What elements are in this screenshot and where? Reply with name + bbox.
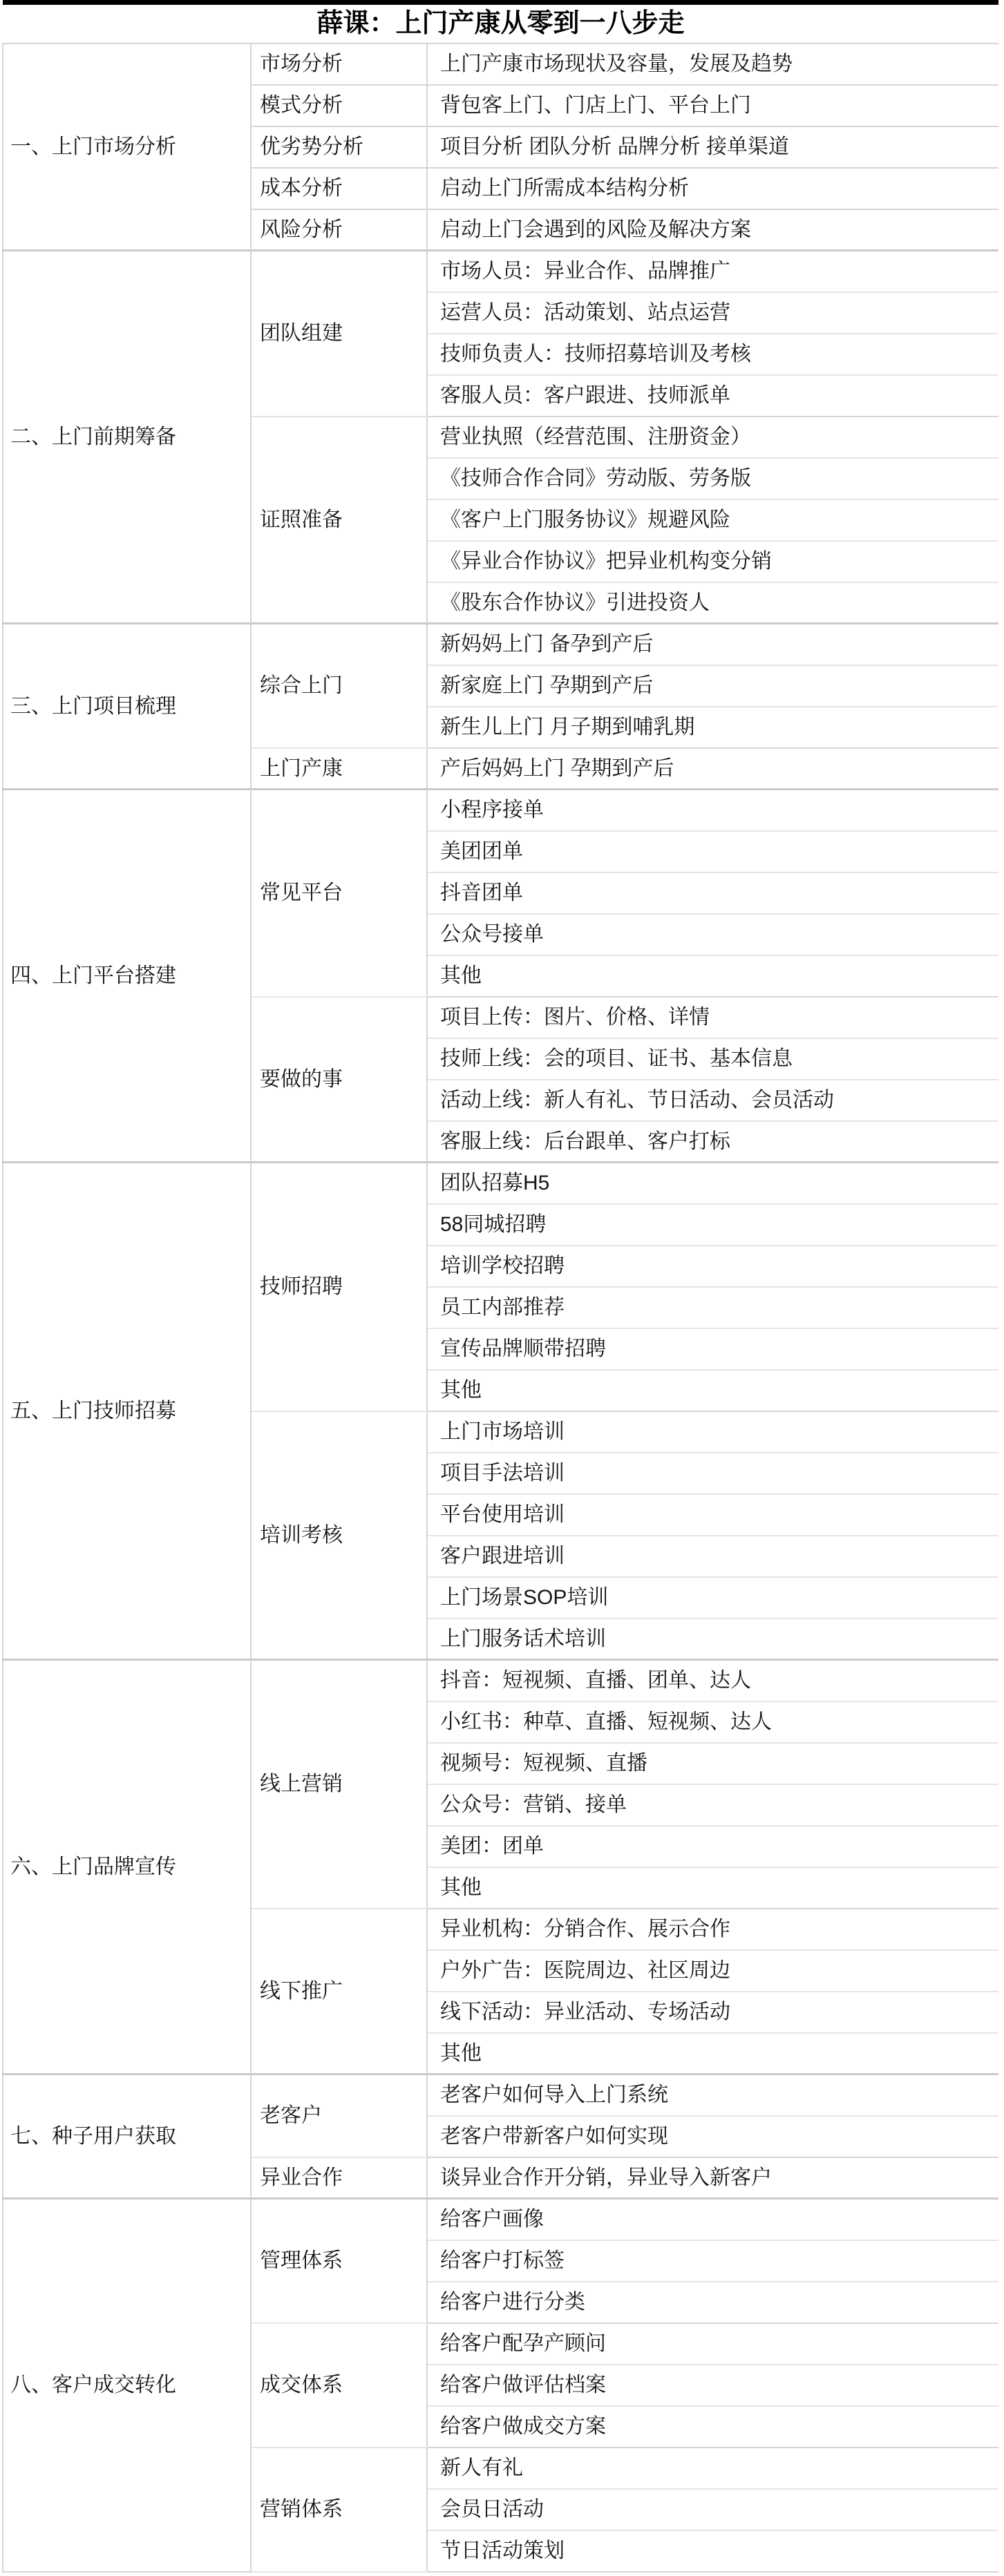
item-cell: 启动上门会遇到的风险及解决方案 <box>427 209 998 251</box>
page-title: 薛课：上门产康从零到一八步走 <box>3 3 998 44</box>
item-cell: 新妈妈上门 备孕到产后 <box>427 624 998 665</box>
item-cell: 58同城招聘 <box>427 1204 998 1246</box>
group-cell: 成交体系 <box>251 2323 427 2448</box>
item-cell: 其他 <box>427 1370 998 1411</box>
item-cell: 活动上线：新人有礼、节日活动、会员活动 <box>427 1080 998 1121</box>
item-cell: 视频号：短视频、直播 <box>427 1743 998 1784</box>
table-row <box>3 1660 998 1701</box>
item-cell: 《客户上门服务协议》规避风险 <box>427 499 998 541</box>
group-cell: 异业合作 <box>251 2157 427 2199</box>
item-cell: 市场人员：异业合作、品牌推广 <box>427 251 998 292</box>
group-cell: 技师招聘 <box>251 1163 427 1411</box>
item-cell: 上门场景SOP培训 <box>427 1577 998 1619</box>
item-cell: 户外广告：医院周边、社区周边 <box>427 1950 998 1992</box>
item-cell: 其他 <box>427 1867 998 1909</box>
item-cell: 抖音：短视频、直播、团单、达人 <box>427 1660 998 1701</box>
item-cell: 其他 <box>427 2033 998 2074</box>
table-row <box>3 624 998 665</box>
item-cell: 给客户做成交方案 <box>427 2406 998 2448</box>
item-cell: 老客户带新客户如何实现 <box>427 2116 998 2157</box>
course-outline-table <box>2 0 998 2573</box>
item-cell: 运营人员：活动策划、站点运营 <box>427 292 998 334</box>
item-cell: 平台使用培训 <box>427 1494 998 1536</box>
item-cell: 项目上传：图片、价格、详情 <box>427 997 998 1038</box>
table-row <box>3 251 998 292</box>
item-cell: 给客户进行分类 <box>427 2282 998 2323</box>
group-cell: 证照准备 <box>251 417 427 624</box>
item-cell: 线下活动：异业活动、专场活动 <box>427 1992 998 2033</box>
group-cell: 模式分析 <box>251 85 427 126</box>
group-cell: 团队组建 <box>251 251 427 417</box>
item-cell: 技师负责人：技师招募培训及考核 <box>427 334 998 375</box>
group-cell: 优劣势分析 <box>251 126 427 168</box>
group-cell: 老客户 <box>251 2074 427 2157</box>
group-cell: 成本分析 <box>251 168 427 209</box>
item-cell: 客服人员：客户跟进、技师派单 <box>427 375 998 417</box>
item-cell: 技师上线：会的项目、证书、基本信息 <box>427 1038 998 1080</box>
group-cell: 风险分析 <box>251 209 427 251</box>
table-row <box>3 1163 998 1204</box>
item-cell: 背包客上门、门店上门、平台上门 <box>427 85 998 126</box>
item-cell: 异业机构：分销合作、展示合作 <box>427 1909 998 1950</box>
item-cell: 给客户做评估档案 <box>427 2365 998 2406</box>
item-cell: 公众号：营销、接单 <box>427 1784 998 1826</box>
section-cell: 七、种子用户获取 <box>3 2074 251 2199</box>
item-cell: 老客户如何导入上门系统 <box>427 2074 998 2116</box>
item-cell: 产后妈妈上门 孕期到产后 <box>427 748 998 790</box>
item-cell: 会员日活动 <box>427 2489 998 2530</box>
table-row <box>3 2074 998 2116</box>
group-cell: 线下推广 <box>251 1909 427 2074</box>
item-cell: 培训学校招聘 <box>427 1246 998 1287</box>
section-cell: 五、上门技师招募 <box>3 1163 251 1660</box>
item-cell: 给客户打标签 <box>427 2240 998 2282</box>
table-row <box>3 790 998 831</box>
item-cell: 抖音团单 <box>427 872 998 914</box>
item-cell: 公众号接单 <box>427 914 998 955</box>
group-cell: 市场分析 <box>251 44 427 85</box>
item-cell: 小程序接单 <box>427 790 998 831</box>
item-cell: 宣传品牌顺带招聘 <box>427 1328 998 1370</box>
item-cell: 员工内部推荐 <box>427 1287 998 1328</box>
section-cell: 三、上门项目梳理 <box>3 624 251 790</box>
item-cell: 营业执照（经营范围、注册资金） <box>427 417 998 458</box>
item-cell: 节日活动策划 <box>427 2530 998 2572</box>
group-cell: 培训考核 <box>251 1411 427 1660</box>
group-cell: 要做的事 <box>251 997 427 1163</box>
item-cell: 项目手法培训 <box>427 1453 998 1494</box>
group-cell: 营销体系 <box>251 2448 427 2572</box>
item-cell: 客户跟进培训 <box>427 1536 998 1577</box>
item-cell: 上门市场培训 <box>427 1411 998 1453</box>
outline-body <box>3 44 998 2572</box>
item-cell: 谈异业合作开分销，异业导入新客户 <box>427 2157 998 2199</box>
item-cell: 《股东合作协议》引进投资人 <box>427 582 998 624</box>
group-cell: 上门产康 <box>251 748 427 790</box>
title-row <box>3 3 998 44</box>
section-cell: 四、上门平台搭建 <box>3 790 251 1163</box>
group-cell: 线上营销 <box>251 1660 427 1909</box>
item-cell: 其他 <box>427 955 998 997</box>
group-cell: 综合上门 <box>251 624 427 748</box>
table-row <box>3 2199 998 2240</box>
item-cell: 启动上门所需成本结构分析 <box>427 168 998 209</box>
group-cell: 常见平台 <box>251 790 427 997</box>
item-cell: 客服上线：后台跟单、客户打标 <box>427 1121 998 1163</box>
item-cell: 美团团单 <box>427 831 998 872</box>
group-cell: 管理体系 <box>251 2199 427 2323</box>
item-cell: 项目分析 团队分析 品牌分析 接单渠道 <box>427 126 998 168</box>
item-cell: 新家庭上门 孕期到产后 <box>427 665 998 707</box>
section-cell: 八、客户成交转化 <box>3 2199 251 2572</box>
item-cell: 给客户画像 <box>427 2199 998 2240</box>
item-cell: 新人有礼 <box>427 2448 998 2489</box>
item-cell: 团队招募H5 <box>427 1163 998 1204</box>
item-cell: 给客户配孕产顾问 <box>427 2323 998 2365</box>
item-cell: 新生儿上门 月子期到哺乳期 <box>427 707 998 748</box>
item-cell: 小红书：种草、直播、短视频、达人 <box>427 1701 998 1743</box>
section-cell: 一、上门市场分析 <box>3 44 251 251</box>
item-cell: 美团：团单 <box>427 1826 998 1867</box>
item-cell: 《异业合作协议》把异业机构变分销 <box>427 541 998 582</box>
section-cell: 二、上门前期筹备 <box>3 251 251 624</box>
item-cell: 上门服务话术培训 <box>427 1619 998 1660</box>
section-cell: 六、上门品牌宣传 <box>3 1660 251 2074</box>
table-row <box>3 44 998 85</box>
item-cell: 《技师合作合同》劳动版、劳务版 <box>427 458 998 499</box>
item-cell: 上门产康市场现状及容量，发展及趋势 <box>427 44 998 85</box>
